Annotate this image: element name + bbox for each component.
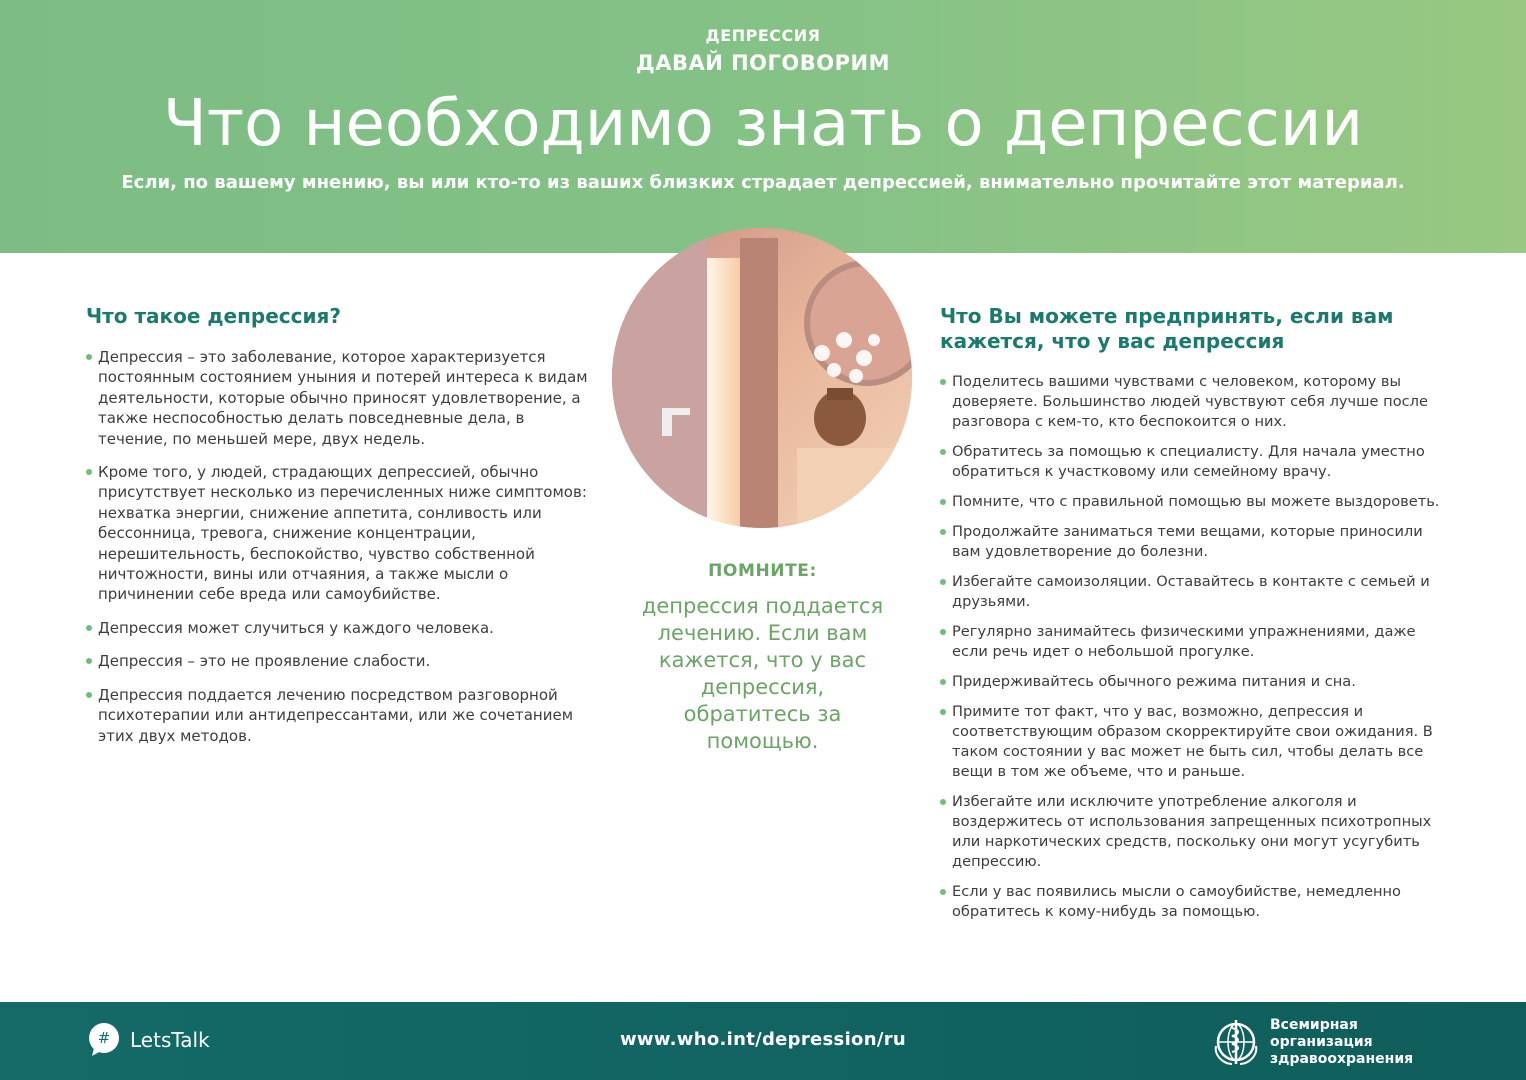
remember-label: ПОМНИТЕ: <box>708 561 817 581</box>
bullet-icon <box>940 379 946 385</box>
svg-text:#: # <box>97 1029 111 1047</box>
list-item <box>940 792 1450 872</box>
bullet-icon <box>86 658 92 664</box>
bullet-icon <box>940 579 946 585</box>
section-heading: Что Вы можете предпринять, если вам кажется, что у вас депрессия <box>940 304 1394 353</box>
list-item-text: Депрессия – это не проявление слабости. <box>98 652 431 671</box>
campaign-name: LetsTalk <box>130 1028 210 1052</box>
list-item-text: Депрессия поддается лечению посредством разговорной психотерапии или антидепрессантами, или же сочетанием этих двух методов. <box>98 685 574 745</box>
bullet-icon <box>940 449 946 455</box>
bullet-icon <box>940 799 946 805</box>
list-item-text: Примите тот факт, что у вас, возможно, депрессия и соответствующим образом скорректируйте свои ожидания. В таком состоянии у вас может не быть сил, чтобы делать все вещи в том же объеме, что и раньше. <box>952 703 1433 780</box>
list-item <box>940 522 1450 562</box>
list-item-text: Депрессия – это заболевание, которое характеризуется постоянным состоянием уныния и потерей интереса к видам деятельности, которые обычно приносят удовлетворение, а также неспособностью делать повседневные дела, в течение, по меньшей мере, двух недель. <box>98 348 588 448</box>
list-item <box>86 618 596 638</box>
list-item <box>86 685 596 746</box>
bullet-list <box>86 347 596 746</box>
bullet-icon <box>940 679 946 685</box>
what-you-can-do-section <box>940 304 1450 932</box>
page-subtitle: Если, по вашему мнению, вы или кто-то из ваших близких страдает депрессией, внимательно прочитайте этот материал. <box>121 172 1405 193</box>
bullet-list <box>940 372 1450 922</box>
bullet-icon <box>940 629 946 635</box>
list-item-text: Поделитесь вашими чувствами с человеком, которому вы доверяете. Большинство людей чувствуют себя лучше после разговора с кем-то, кто беспокоится о них. <box>952 373 1428 430</box>
bullet-icon <box>940 889 946 895</box>
what-is-depression-section <box>86 304 596 759</box>
list-item-text: Придерживайтесь обычного режима питания и сна. <box>952 673 1356 690</box>
page-title: Что необходимо знать о депрессии <box>162 87 1364 161</box>
list-item-text: Если у вас появились мысли о самоубийстве, немедленно обратитесь к кому-нибудь за помощью. <box>952 883 1401 920</box>
list-item-text: Продолжайте заниматься теми вещами, которые приносили вам удовлетворение до болезни. <box>952 523 1423 560</box>
list-item <box>940 702 1450 782</box>
bullet-icon <box>940 709 946 715</box>
list-item-text: Кроме того, у людей, страдающих депрессией, обычно присутствует несколько из перечисленных ниже симптомов: нехватка энергии, снижение аппетита, сонливость или бессонница, тревога, снижение концентрации, нерешительность, беспокойство, чувство собственной ничтожности, вины или отчаяния, а также мысли о причинении себе вреда или самоубийстве. <box>98 463 587 604</box>
list-item <box>940 442 1450 482</box>
org-name: Всемирная организация здравоохранения <box>1270 1016 1414 1067</box>
list-item <box>940 492 1450 512</box>
remember-callout <box>640 561 885 755</box>
header-banner <box>0 0 1526 253</box>
list-item <box>940 622 1450 662</box>
bullet-icon <box>940 529 946 535</box>
list-item <box>86 347 596 449</box>
photo-illustration <box>612 228 912 528</box>
bullet-icon <box>86 469 92 475</box>
who-logo <box>1210 1016 1450 1068</box>
remember-text: депрессия поддается лечению. Если вам кажется, что у вас депрессия, обратитесь за помощью. <box>641 594 884 753</box>
list-item-text: Избегайте самоизоляции. Оставайтесь в контакте с семьей и друзьями. <box>952 573 1430 610</box>
website-link[interactable]: www.who.int/depression/ru <box>620 1029 906 1050</box>
bullet-icon <box>940 499 946 505</box>
bullet-icon <box>86 354 92 360</box>
campaign-kicker: ДАВАЙ ПОГОВОРИМ <box>636 51 890 75</box>
list-item <box>940 672 1450 692</box>
list-item-text: Депрессия может случиться у каждого человека. <box>98 618 494 637</box>
list-item <box>86 462 596 605</box>
footer-bar <box>0 1002 1526 1080</box>
list-item-text: Помните, что с правильной помощью вы можете выздороветь. <box>952 493 1440 510</box>
list-item-text: Обратитесь за помощью к специалисту. Для начала уместно обратиться к участковому или семейному врачу. <box>952 443 1425 480</box>
door-vase-photo <box>612 228 912 528</box>
section-heading: Что такое депрессия? <box>86 304 341 328</box>
list-item <box>940 572 1450 612</box>
list-item-text: Избегайте или исключите употребление алкоголя и воздержитесь от использования запрещенных психотропных или наркотических средств, поскольку они могут усугубить депрессию. <box>952 793 1432 870</box>
bullet-icon <box>86 692 92 698</box>
list-item <box>940 372 1450 432</box>
list-item-text: Регулярно занимайтесь физическими упражнениями, даже если речь идет о небольшой прогулке. <box>952 623 1416 660</box>
kicker: ДЕПРЕССИЯ <box>705 26 821 45</box>
list-item <box>940 882 1450 922</box>
who-emblem-icon <box>1210 1016 1262 1068</box>
bullet-icon <box>86 625 92 631</box>
list-item <box>86 651 596 671</box>
